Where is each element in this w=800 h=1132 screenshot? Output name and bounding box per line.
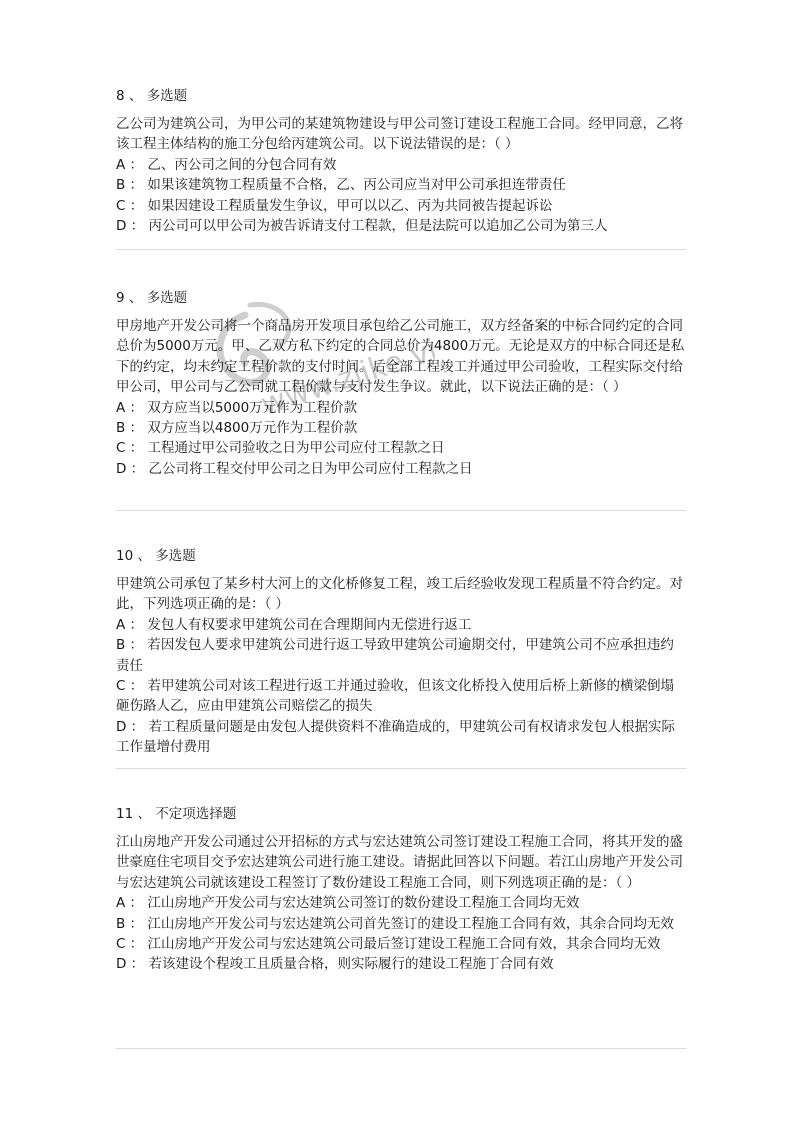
option-text: 江山房地产开发公司与宏达建筑公司首先签订的建设工程施工合同有效，其余合同均无效 <box>147 915 674 932</box>
question-10 <box>116 546 686 758</box>
option-text: 江山房地产开发公司与宏达建筑公司签订的数份建设工程施工合同均无效 <box>147 895 580 912</box>
option-label: D ： <box>116 956 145 973</box>
option-label: A ： <box>116 616 144 633</box>
option-label: B ： <box>116 915 144 932</box>
question-text: 甲房地产开发公司将一个商品房开发项目承包给乙公司施工，双方经备案的中标合同约定的合同总价为5000万元。甲、乙双方私下约定的合同总价为4800万元。无论是双方的中标合同还是私下的约定，均未约定工程价款的支付时间。后全部工程竣工并通过甲公司验收，工程实际交付给甲公司，甲公司与乙公司就工程价款与支付发生争议。就此，以下说法正确的是：（ ） <box>116 318 685 396</box>
divider <box>116 249 686 250</box>
question-header <box>116 804 686 824</box>
question-header <box>116 86 686 106</box>
question-sep: 、 <box>137 806 151 822</box>
option-text: 双方应当以5000万元作为工程价款 <box>147 399 358 416</box>
option-b <box>116 418 686 438</box>
question-number: 11 <box>116 806 134 822</box>
divider <box>116 510 686 511</box>
option-text: 如果因建设工程质量发生争议，甲可以以乙、丙为共同被告提起诉讼 <box>147 197 553 214</box>
option-c <box>116 438 686 458</box>
option-text: 发包人有权要求甲建筑公司在合理期间内无偿进行返工 <box>147 616 472 633</box>
option-label: A ： <box>116 895 144 912</box>
option-b <box>116 175 686 195</box>
option-label: C ： <box>116 440 144 457</box>
option-text: 若甲建筑公司对该工程进行返工并通过验收，但该文化桥投入使用后桥上新修的横梁倒塌砸伤路人乙，应由甲建筑公司赔偿乙的损失 <box>116 678 675 715</box>
option-b <box>116 914 686 934</box>
question-8 <box>116 86 686 236</box>
question-text: 乙公司为建筑公司，为甲公司的某建筑物建设与甲公司签订建设工程施工合同。经甲同意，乙将该工程主体结构的施工分包给丙建筑公司。以下说法错误的是：（ ） <box>116 116 683 153</box>
option-a <box>116 398 686 418</box>
question-sep: 、 <box>137 548 151 564</box>
question-sep: 、 <box>128 88 143 104</box>
question-header <box>116 546 686 566</box>
option-c <box>116 934 686 954</box>
option-text: 江山房地产开发公司与宏达建筑公司最后签订建设工程施工合同有效，其余合同均无效 <box>147 936 661 953</box>
option-label: C ： <box>116 936 144 953</box>
option-label: C ： <box>116 197 144 214</box>
question-sep: 、 <box>128 290 143 306</box>
option-label: B ： <box>116 177 144 194</box>
option-text: 双方应当以4800万元作为工程价款 <box>147 420 358 437</box>
option-label: D ： <box>116 460 145 477</box>
question-type: 多选题 <box>155 548 196 564</box>
option-d <box>116 717 686 758</box>
option-text: 若因发包人要求甲建筑公司进行返工导致甲建筑公司逾期交付，甲建筑公司不应承担违约责任 <box>116 637 674 674</box>
option-text: 如果该建筑物工程质量不合格，乙、丙公司应当对甲公司承担连带责任 <box>147 177 566 194</box>
option-label: C ： <box>116 678 144 695</box>
question-number: 10 <box>116 548 134 564</box>
question-type: 多选题 <box>146 290 188 306</box>
question-number: 9 <box>116 290 125 306</box>
question-9 <box>116 288 686 479</box>
question-header <box>116 288 686 308</box>
option-text: 丙公司可以甲公司为被告诉请支付工程款，但是法院可以追加乙公司为第三人 <box>148 218 608 235</box>
option-text: 乙公司将工程交付甲公司之日为甲公司应付工程款之日 <box>148 460 473 477</box>
watermark-text: www.zjike.vip <box>256 326 435 423</box>
option-label: D ： <box>116 718 145 735</box>
option-text: 若工程质量问题是由发包人提供资料不准确造成的，甲建筑公司有权请求发包人根据实际工作量增付费用 <box>116 718 675 756</box>
question-type: 不定项选择题 <box>155 806 237 822</box>
option-label: A ： <box>116 156 144 173</box>
option-a <box>116 893 686 913</box>
option-c <box>116 676 686 717</box>
option-text: 乙、丙公司之间的分包合同有效 <box>147 156 337 173</box>
question-text: 江山房地产开发公司通过公开招标的方式与宏达建筑公司签订建设工程施工合同，将其开发的盛世豪庭住宅项目交予宏达建筑公司进行施工建设。请据此回答以下问题。若江山房地产开发公司与宏达建筑公司就该建设工程签订了数份建设工程施工合同，则下列选项正确的是：（ ） <box>116 834 683 891</box>
option-a <box>116 155 686 175</box>
option-label: D ： <box>116 218 145 235</box>
option-d <box>116 216 686 236</box>
option-label: B ： <box>116 420 144 437</box>
divider <box>116 768 686 769</box>
option-c <box>116 196 686 216</box>
option-text: 若该建设个程竣工且质量合格，则实际履行的建设工程施丁合同有效 <box>148 956 554 973</box>
question-text: 甲建筑公司承包了某乡村大河上的文化桥修复工程，竣工后经验收发现工程质量不符合约定。对此，下列选项正确的是：（ ） <box>116 576 683 613</box>
question-11 <box>116 804 686 975</box>
option-a <box>116 615 686 635</box>
option-text: 工程通过甲公司验收之日为甲公司应付工程款之日 <box>147 440 445 457</box>
divider <box>116 1048 686 1049</box>
option-label: A ： <box>116 399 144 416</box>
question-number: 8 <box>116 88 125 104</box>
option-d <box>116 459 686 479</box>
option-d <box>116 954 686 974</box>
question-type: 多选题 <box>146 88 188 104</box>
option-label: B ： <box>116 637 144 654</box>
option-b <box>116 635 686 676</box>
